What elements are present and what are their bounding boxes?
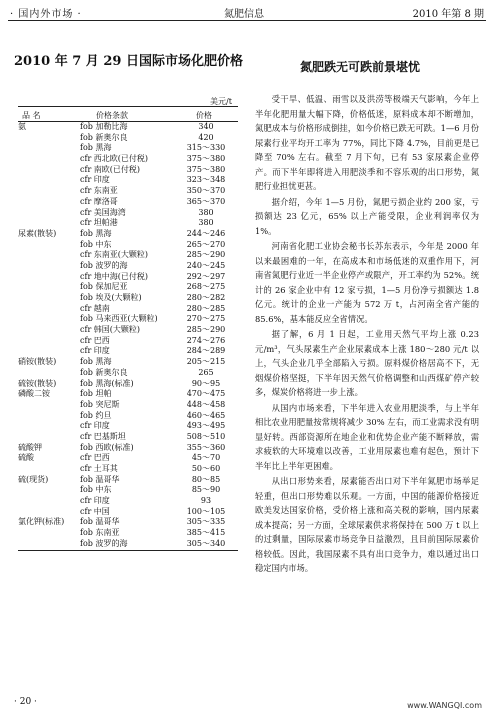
price-cell: 45～70 — [191, 453, 221, 463]
table-row — [18, 443, 238, 454]
table-row — [18, 475, 238, 486]
terms-cell: fob 黑海 — [80, 143, 112, 153]
price-cell: 460～465 — [186, 410, 226, 420]
terms-cell: cfr 印度 — [80, 175, 110, 185]
table-row — [18, 379, 238, 390]
price-cell: 380 — [198, 207, 214, 217]
table-row — [18, 368, 238, 379]
table-row — [18, 346, 238, 357]
terms-cell: fob 西欧(标准) — [80, 442, 134, 452]
table-row — [18, 528, 238, 539]
article-paragraph: 据了解，6 月 1 日起，工业用天然气平均上涨 0.23 元/m³，气头尿素生产企业尿素成本上涨 180～280 元/t 以上，气头企业几乎全部陷入亏损。原料煤价格居高不下，无烟煤价格坚挺，下半年因天然气价格调整和山西煤矿停产较多，煤炭价格将进一步上涨。 — [255, 329, 479, 397]
price-cell: 385～415 — [186, 528, 226, 538]
table-row — [18, 507, 238, 518]
terms-cell: fob 黑海 — [80, 228, 112, 238]
table-row — [18, 240, 238, 251]
price-table — [18, 106, 238, 551]
terms-cell: cfr 印度 — [80, 496, 110, 506]
terms-cell: cfr 越南 — [80, 303, 110, 313]
article-paragraph: 从国内市场来看，下半年进入农业用肥淡季，与上半年相比农业用肥量按常规将减少 30% 左右，而工业需求没有明显好转。西部资源所在地企业和优势企业产能不断释放，需求疲软的大环境难以改善，工业用尿素也难有起色，预计下半年比上半年更困难。 — [255, 402, 479, 471]
table-row — [18, 464, 238, 475]
table-header — [18, 107, 238, 122]
table-bottom-rule — [18, 550, 238, 551]
table-row — [18, 411, 238, 422]
price-cell: 448～458 — [186, 399, 226, 409]
terms-cell: fob 波罗的海 — [80, 538, 128, 548]
terms-cell: fob 东南亚 — [80, 528, 120, 538]
terms-cell: cfr 东南亚 — [80, 186, 118, 196]
price-table-title: 2010 年 7 月 29 日国际市场化肥价格 — [14, 54, 243, 69]
table-row — [18, 197, 238, 208]
terms-cell: cfr 印度 — [80, 421, 110, 431]
terms-cell: cfr 巴西 — [80, 453, 110, 463]
terms-cell: cfr 美国海湾 — [80, 207, 126, 217]
product-cell: 氨 — [18, 122, 26, 131]
terms-cell: fob 约旦 — [80, 410, 112, 420]
article-title: 氮肥跌无可跌前景堪忧 — [300, 60, 421, 74]
terms-cell: fob 坦帕 — [80, 389, 112, 399]
table-row — [18, 143, 238, 154]
price-cell: 470～475 — [186, 389, 226, 399]
terms-cell: fob 保加尼亚 — [80, 282, 128, 292]
terms-cell: cfr 巴西 — [80, 335, 110, 345]
terms-cell: cfr 坦帕港 — [80, 218, 118, 228]
table-row — [18, 453, 238, 464]
terms-cell: fob 温哥华 — [80, 474, 120, 484]
terms-cell: cfr 韩国(大颗粒) — [80, 325, 141, 335]
table-row — [18, 325, 238, 336]
price-cell: 350～370 — [186, 186, 226, 196]
issue-label: 2010 年第 8 期 — [412, 9, 484, 20]
price-cell: 50～60 — [191, 464, 221, 473]
product-cell: 氯化钾(标准) — [18, 517, 65, 527]
table-row — [18, 389, 238, 400]
price-cell: 284～289 — [186, 346, 226, 356]
table-row — [18, 133, 238, 144]
price-cell: 305～340 — [186, 538, 226, 548]
table-row — [18, 304, 238, 315]
page-number: · 20 · — [14, 697, 37, 707]
price-cell: 508～510 — [186, 431, 226, 441]
price-cell: 90～95 — [191, 378, 221, 388]
terms-cell: cfr 南欧(已付税) — [80, 164, 141, 174]
price-cell: 265 — [198, 367, 214, 377]
price-cell: 285～290 — [186, 250, 226, 260]
price-cell: 93 — [200, 496, 212, 506]
terms-cell: cfr 西北欧(已付税) — [80, 154, 149, 164]
table-row — [18, 218, 238, 229]
price-cell: 315～330 — [186, 143, 226, 153]
terms-cell: fob 黑海(标准) — [80, 378, 134, 388]
price-cell: 280～285 — [186, 303, 226, 313]
product-cell: 硫酸钾 — [18, 442, 42, 452]
terms-cell: fob 新奥尔良 — [80, 367, 128, 377]
terms-cell: fob 突尼斯 — [80, 399, 120, 409]
col-header-price: 价格 — [196, 111, 212, 120]
table-row — [18, 496, 238, 507]
product-cell: 硫酸 — [18, 453, 34, 463]
price-cell: 305～335 — [186, 517, 226, 527]
terms-cell: fob 埃及(大颗粒) — [80, 293, 142, 302]
product-cell: 硫铵(散装) — [18, 378, 57, 388]
table-row — [18, 357, 238, 368]
product-cell: 磷酸二铵 — [18, 389, 50, 399]
col-header-product: 品 名 — [22, 111, 41, 120]
terms-cell: cfr 土耳其 — [80, 464, 118, 473]
price-cell: 493～495 — [186, 421, 226, 431]
terms-cell: cfr 地中海(已付税) — [80, 271, 149, 281]
price-cell: 244～246 — [186, 228, 226, 238]
terms-cell: cfr 东南亚(大颗粒) — [80, 250, 149, 260]
terms-cell: cfr 印度 — [80, 346, 110, 356]
page-header — [0, 0, 492, 22]
terms-cell: fob 加勒比海 — [80, 122, 128, 131]
price-cell: 380 — [198, 218, 214, 228]
table-row — [18, 421, 238, 432]
price-cell: 292～297 — [186, 271, 226, 281]
table-row — [18, 175, 238, 186]
price-cell: 268～275 — [186, 282, 226, 292]
article-paragraph: 从出口形势来看，尿素能否出口对下半年氮肥市场举足轻重，但出口形势难以乐观。一方面，中国的能源价格接近欧美发达国家价格，受价格上涨和高关税的影响，国内尿素成本提高；另一方面，全球尿素供求将保持在 500 万 t 以上的过剩量，国际尿素市场竞争日益激烈，且目前国际尿素价格较低。因此，我国尿素不具有出口竞争力，难以通过出口稳定国内市场。 — [255, 476, 479, 573]
price-cell: 80～85 — [191, 474, 221, 484]
table-row — [18, 539, 238, 550]
table-row — [18, 293, 238, 304]
table-row — [18, 400, 238, 411]
price-cell: 240～245 — [186, 260, 226, 270]
terms-cell: cfr 中国 — [80, 506, 110, 516]
table-row — [18, 485, 238, 496]
watermark: www.WANGQI.com — [407, 701, 482, 710]
col-header-terms: 价格条款 — [96, 111, 128, 120]
terms-cell: fob 中东 — [80, 485, 112, 495]
table-row — [18, 165, 238, 176]
table-row — [18, 432, 238, 443]
table-row — [18, 250, 238, 261]
header-rule — [8, 20, 486, 21]
terms-cell: fob 波罗的海 — [80, 260, 128, 270]
table-row — [18, 517, 238, 528]
table-row — [18, 229, 238, 240]
section-label: · 国内外市场 · — [10, 9, 82, 20]
price-cell: 274～276 — [186, 335, 226, 345]
table-row — [18, 122, 238, 133]
price-cell: 270～275 — [186, 314, 226, 324]
price-cell: 355～360 — [186, 442, 226, 452]
table-row — [18, 314, 238, 325]
price-cell: 205～215 — [186, 357, 226, 367]
product-cell: 硝铵(散装) — [18, 357, 57, 367]
table-row — [18, 208, 238, 219]
price-cell: 85～90 — [191, 485, 221, 495]
terms-cell: fob 马来西亚(大颗粒) — [80, 314, 158, 324]
price-cell: 323～348 — [186, 175, 226, 185]
price-cell: 375～380 — [186, 154, 226, 164]
price-cell: 280～282 — [186, 293, 226, 302]
magazine-name: 氮肥信息 — [224, 9, 264, 20]
price-cell: 100～105 — [186, 506, 226, 516]
price-cell: 340 — [198, 122, 214, 131]
article-paragraph: 受干旱、低温、雨雪以及洪涝等极端天气影响，今年上半年化肥用量大幅下降，价格低迷，原料成本却不断增加，氮肥成本与价格形成倒挂，如今价格已跌无可跌。1—6 月份尿素行业平均开工率为 77%，同比下降 4.7%，目前更是已降至 70% 左右。截至 7 月下旬，已有 53 家尿素企业停产。而下半年即将进入用肥淡季和不容乐观的出口形势，氮肥行业担忧更甚。 — [255, 94, 479, 191]
table-row — [18, 282, 238, 293]
price-cell: 420 — [198, 132, 214, 142]
terms-cell: fob 中东 — [80, 239, 112, 249]
table-row — [18, 272, 238, 283]
unit-label: 美元/t — [210, 97, 232, 106]
product-cell: 尿素(散装) — [18, 228, 57, 238]
terms-cell: fob 黑海 — [80, 357, 112, 367]
terms-cell: cfr 摩洛哥 — [80, 196, 118, 206]
price-cell: 285～290 — [186, 325, 226, 335]
article-body — [255, 92, 479, 577]
price-cell: 365～370 — [186, 196, 226, 206]
product-cell: 硫(现货) — [18, 474, 49, 484]
table-row — [18, 154, 238, 165]
table-row — [18, 186, 238, 197]
table-row — [18, 336, 238, 347]
terms-cell: cfr 巴基斯坦 — [80, 431, 126, 441]
price-cell: 375～380 — [186, 164, 226, 174]
terms-cell: fob 新奥尔良 — [80, 132, 128, 142]
article-paragraph: 据介绍，今年 1—5 月份，氮肥亏损企业约 200 家，亏损额达 23 亿元，65% 以上产能受限，企业利润率仅为 1%。 — [255, 196, 479, 236]
table-row — [18, 261, 238, 272]
terms-cell: fob 温哥华 — [80, 517, 120, 527]
table-body — [18, 122, 238, 550]
article-paragraph: 河南省化肥工业协会秘书长苏东表示，今年是 2000 年以来最困难的一年，在高成本和市场低迷的双重作用下，河南省氮肥行业近一半企业停产或限产，开工率约为 52%。统计的 26 家企业中有 12 家亏损，1—5 月份净亏损额达 1.8 亿元。统计的企业一产能为 572 万 t，占河南全省产能的 85.6%，基本能反应全省情况。 — [255, 241, 479, 324]
price-cell: 265～270 — [186, 239, 226, 249]
